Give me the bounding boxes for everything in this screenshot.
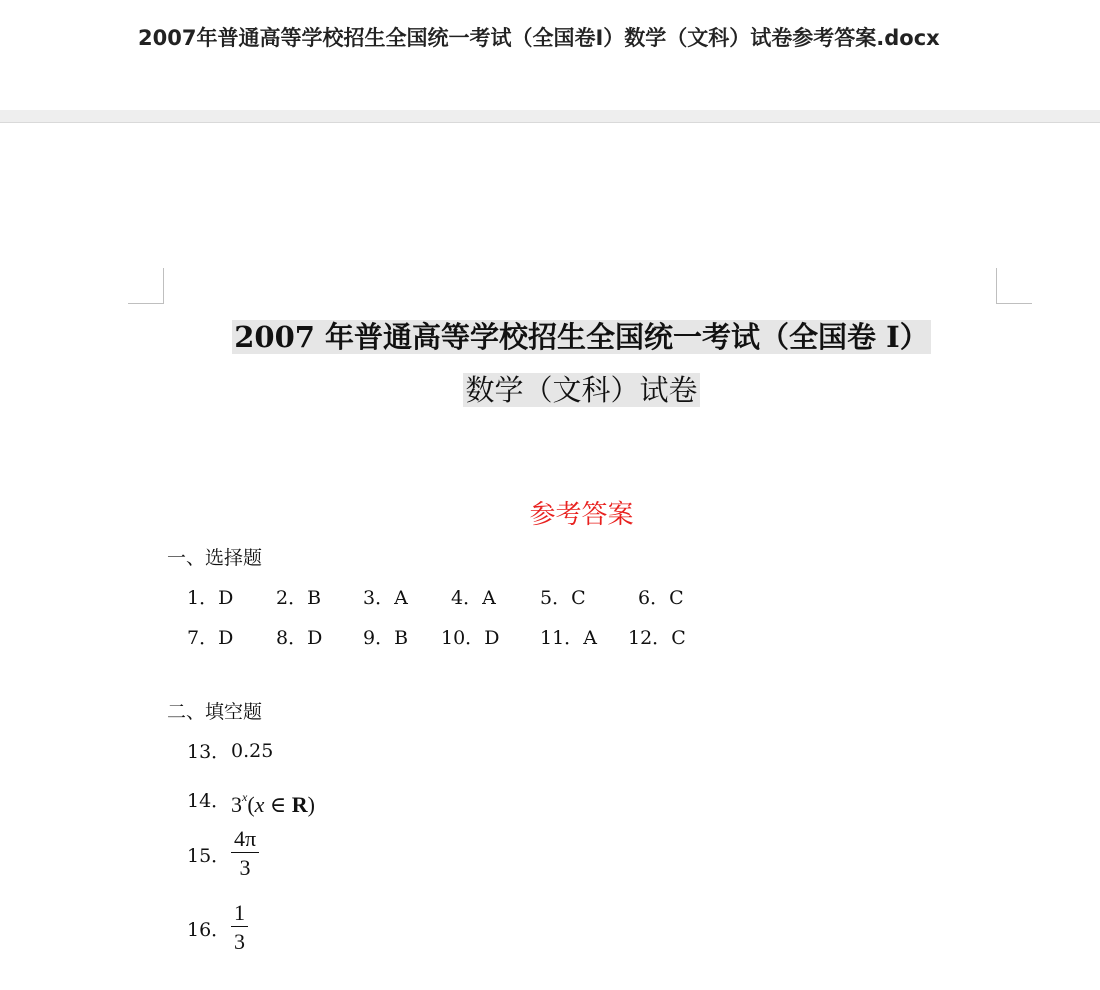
- choice-answer-6: [638, 585, 684, 611]
- title-line-1-text: 2007 年普通高等学校招生全国统一考试（全国卷 I）: [234, 320, 929, 354]
- choice-number: 11．: [540, 627, 584, 649]
- choice-answer-9: [363, 625, 408, 651]
- fraction-denominator: 3: [234, 929, 245, 954]
- choice-answer-4: [451, 585, 496, 611]
- choice-letter: D: [218, 587, 234, 609]
- document-title-line-2: [0, 370, 1100, 410]
- choice-letter: C: [571, 587, 586, 609]
- math-real-set: R: [291, 792, 308, 817]
- choice-letter: B: [394, 627, 409, 649]
- choice-letter: C: [671, 627, 686, 649]
- math-element-of: ∈: [264, 792, 292, 817]
- choice-answer-10: [441, 625, 499, 651]
- page-margin-corner-right: [996, 268, 1032, 304]
- choice-answer-12: [628, 625, 686, 651]
- choice-letter: B: [307, 587, 322, 609]
- choice-number: 2．: [276, 587, 308, 609]
- document-title-line-1: [0, 317, 1100, 357]
- choice-letter: D: [218, 627, 234, 649]
- choice-number: 4．: [451, 587, 483, 609]
- choice-number: 8．: [276, 627, 308, 649]
- choice-number: 5．: [540, 587, 572, 609]
- fraction-denominator: 3: [239, 855, 251, 880]
- choice-number: 7．: [187, 627, 219, 649]
- choice-number: 1．: [187, 587, 219, 609]
- choice-number: 12．: [628, 627, 672, 649]
- choice-answer-7: [187, 625, 233, 651]
- math-open-paren: (: [247, 792, 255, 817]
- page-margin-corner-left: [128, 268, 164, 304]
- math-base: 3: [231, 792, 242, 817]
- fill-number: 14．: [187, 790, 231, 812]
- fraction-numerator: 4π: [231, 826, 259, 853]
- fill-number: 16．: [187, 919, 231, 941]
- math-variable: x: [254, 792, 265, 817]
- fill-answer-value: 0.25: [231, 740, 274, 762]
- choice-answer-2: [276, 585, 321, 611]
- choice-number: 6．: [638, 587, 670, 609]
- choice-answer-11: [540, 625, 597, 651]
- fraction: [231, 826, 259, 883]
- choice-answer-5: [540, 585, 586, 611]
- choice-letter: A: [394, 587, 408, 609]
- fraction: [231, 900, 248, 957]
- choice-letter: C: [669, 587, 684, 609]
- title-bar-divider: [0, 110, 1100, 123]
- answer-heading: 参考答案: [529, 500, 634, 530]
- choice-number: 10．: [441, 627, 485, 649]
- title-line-2-text: 数学（文科）试卷: [465, 373, 698, 407]
- choice-number: 9．: [363, 627, 395, 649]
- document-page[interactable]: [0, 124, 1100, 990]
- choice-answer-1: [187, 585, 233, 611]
- choice-letter: D: [484, 627, 500, 649]
- choice-answer-8: [276, 625, 322, 651]
- fill-number: 13．: [187, 741, 231, 763]
- fill-section-heading: 二、填空题: [167, 701, 263, 723]
- math-expression: [231, 792, 315, 817]
- choice-letter: A: [482, 587, 496, 609]
- choice-answer-3: [363, 585, 408, 611]
- fraction-numerator: 1: [231, 900, 248, 927]
- file-title: 2007年普通高等学校招生全国统一考试（全国卷I）数学（文科）试卷参考答案.docx: [138, 26, 940, 50]
- math-exponent: x: [242, 790, 248, 804]
- math-close-paren: ): [307, 792, 315, 817]
- choice-letter: A: [583, 627, 597, 649]
- fill-number: 15．: [187, 845, 231, 867]
- fill-answer-14: [187, 782, 315, 820]
- fill-answer-13: [187, 738, 273, 765]
- document-title-bar: [0, 0, 1100, 110]
- choice-section-heading: 一、选择题: [167, 547, 263, 569]
- choice-letter: D: [307, 627, 323, 649]
- choice-number: 3．: [363, 587, 395, 609]
